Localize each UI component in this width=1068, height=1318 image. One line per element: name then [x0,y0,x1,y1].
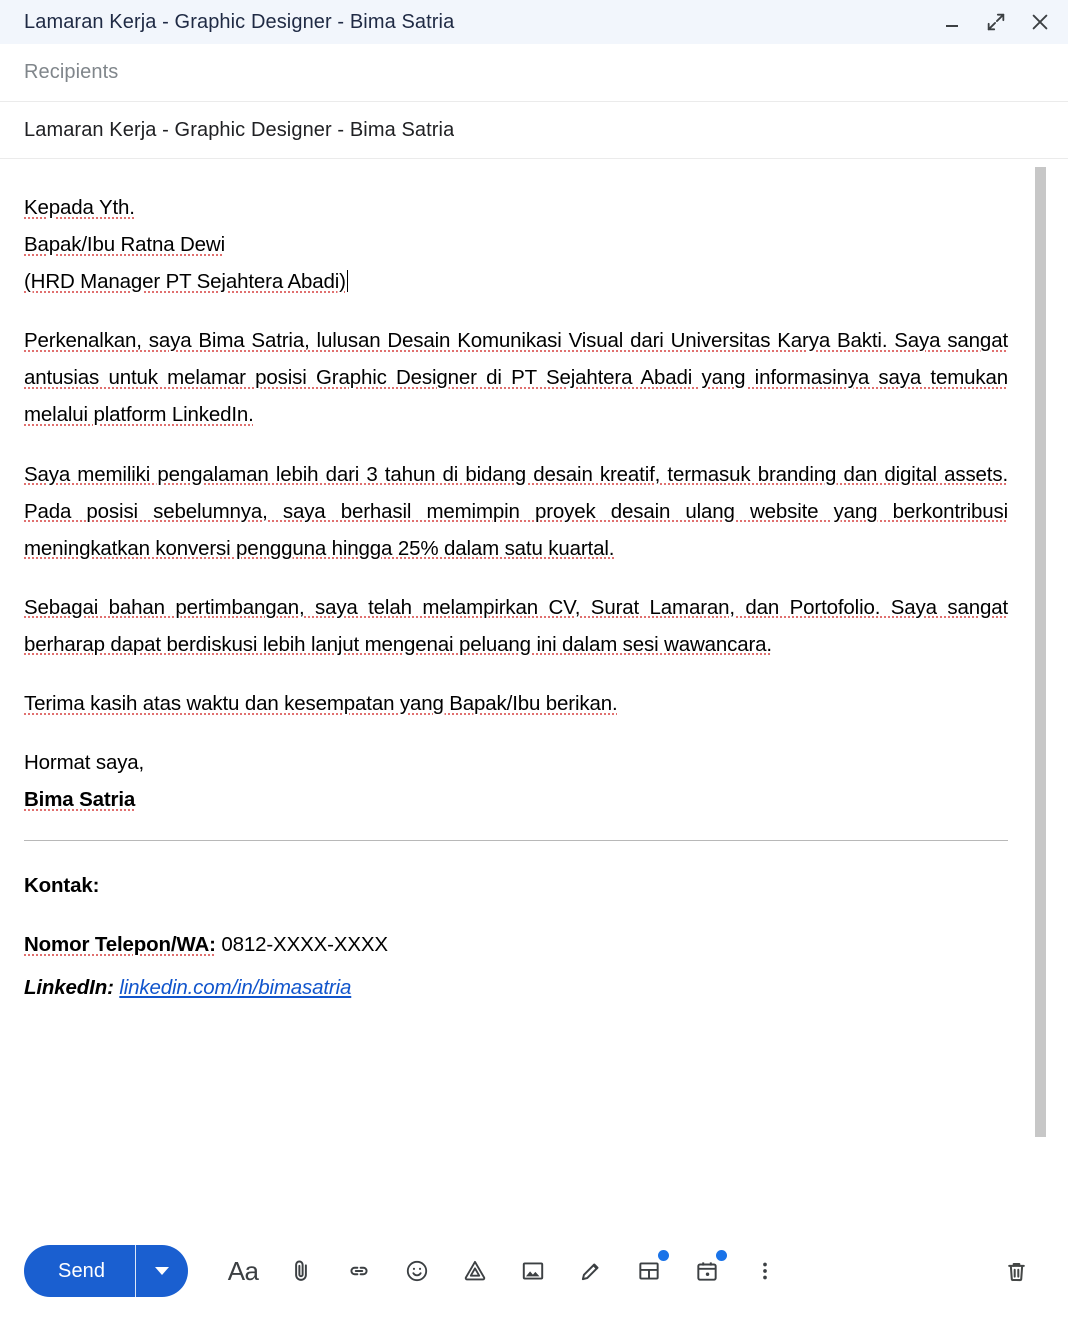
insert-template-icon [636,1258,662,1284]
linkedin-label: LinkedIn: [24,975,114,999]
insert-photo-icon [520,1258,546,1284]
insert-drive-file-button[interactable] [446,1242,504,1300]
contact-heading: Kontak: [24,874,100,898]
closing-name: Bima Satria [24,788,136,812]
trash-icon [1003,1258,1030,1285]
text-caret [347,270,349,292]
contact-phone-line [24,926,1008,963]
closing-line: Hormat saya, [24,751,145,775]
insert-emoji-button[interactable] [388,1242,446,1300]
attach-file-button[interactable] [272,1242,330,1300]
close-icon[interactable] [1026,8,1054,36]
phone-label: Nomor Telepon/WA: [24,933,216,957]
chevron-down-icon [155,1267,169,1275]
send-options-button[interactable] [136,1245,188,1297]
body-scrollbar-track[interactable] [1046,159,1058,1224]
salutation-line-1: Kepada Yth. [24,196,135,219]
set-up-a-time-button[interactable] [678,1242,736,1300]
insert-template-button[interactable] [620,1242,678,1300]
confidential-mode-button[interactable] [562,1242,620,1300]
recipients-placeholder: Recipients [24,61,119,83]
compose-header [0,0,1068,44]
formatting-options-icon: Aa [227,1255,259,1286]
subject-field[interactable] [0,102,1068,159]
insert-emoji-icon [404,1258,430,1284]
body-paragraph-1: Perkenalkan, saya Bima Satria, lulusan Desain Komunikasi Visual dari Universitas Karya Bakti. Saya sangat antusias untuk melamar posisi Graphic Designer di PT Sejahtera Abadi yang informasinya saya temukan melalui platform LinkedIn. [24,329,1008,427]
send-divider [135,1245,136,1297]
compose-window-title: Lamaran Kerja - Graphic Designer - Bima Satria [24,10,455,33]
body-paragraph-4: Terima kasih atas waktu dan kesempatan yang Bapak/Ibu berikan. [24,692,618,716]
confidential-mode-icon [578,1258,604,1284]
contact-linkedin-line [24,969,1008,1006]
compose-toolbar [0,1224,1068,1318]
attach-file-icon [288,1258,314,1284]
closing-block [24,744,1008,818]
message-body[interactable] [24,189,1008,1006]
signature-divider [24,840,1008,841]
formatting-options-button[interactable] [214,1242,272,1300]
send-button-group[interactable] [24,1245,188,1297]
full-screen-icon[interactable] [982,8,1010,36]
salutation-line-3: (HRD Manager PT Sejahtera Abadi) [24,263,1008,300]
insert-link-icon [346,1258,372,1284]
insert-link-button[interactable] [330,1242,388,1300]
body-scrollbar-thumb[interactable] [1035,167,1046,1137]
more-options-button[interactable] [736,1242,794,1300]
body-paragraph-2: Saya memiliki pengalaman lebih dari 3 tahun di bidang desain kreatif, termasuk branding dan digital assets. Pada posisi sebelumnya, saya berhasil memimpin proyek desain ulang website yang berkontribusi meningkatkan konversi pengguna hingga 25% dalam satu kuartal. [24,462,1008,560]
phone-value: 0812-XXXX-XXXX [221,933,388,957]
set-up-a-time-icon [694,1258,720,1284]
minimize-icon[interactable] [938,8,966,36]
meet-badge-dot [716,1250,727,1261]
linkedin-link[interactable]: linkedin.com/in/bimasatria [119,975,352,999]
window-controls [938,8,1054,36]
send-button[interactable]: Send [58,1259,106,1282]
formatting-tool-icons [214,1242,794,1300]
insert-drive-file-icon [462,1258,488,1284]
subject-value: Lamaran Kerja - Graphic Designer - Bima Satria [24,118,455,141]
body-paragraph-3: Sebagai bahan pertimbangan, saya telah melampirkan CV, Surat Lamaran, dan Portofolio. Saya sangat berharap dapat berdiskusi lebih lanjut mengenai peluang ini dalam sesi wawancara. [24,595,1008,656]
discard-draft-button[interactable] [990,1245,1042,1297]
salutation-line-2: Bapak/Ibu Ratna Dewi [24,233,225,257]
salutation-block [24,189,1008,300]
more-options-icon [752,1258,778,1284]
recipients-field[interactable] [0,44,1068,102]
insert-photo-button[interactable] [504,1242,562,1300]
message-body-area[interactable] [0,159,1068,1224]
template-badge-dot [658,1250,669,1261]
